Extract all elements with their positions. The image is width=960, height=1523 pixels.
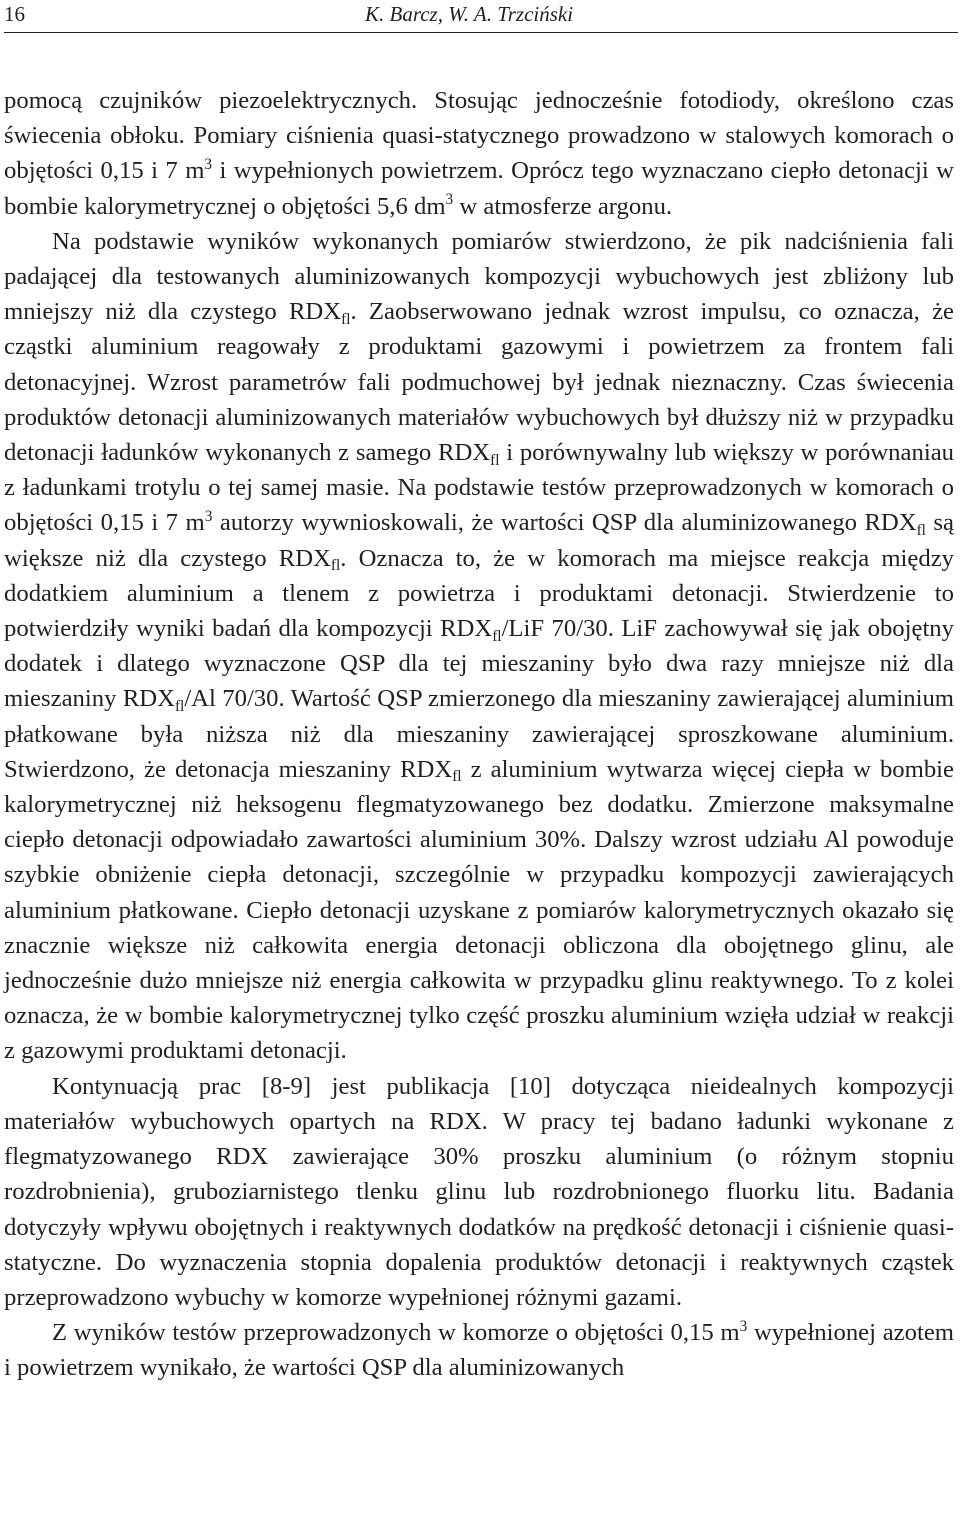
running-header <box>4 0 958 33</box>
body-text <box>4 83 954 1386</box>
text-run: wypełnionej azotem i powietrzem wynikało, że wartości QSP dla aluminizowanych <box>4 1319 954 1382</box>
text-run: /LiF 70/30. LiF zachowywał się jak obojętny dodatek i dlatego wyznaczone QSP dla tej mieszaniny było dwa razy mniejsze niż dla mieszaniny RDX <box>4 615 954 713</box>
text-run: autorzy wywnioskowali, że wartości QSP dla aluminizowanego RDX <box>212 509 917 537</box>
subscript: fl <box>492 627 502 645</box>
text-run: Na podstawie wyników wykonanych pomiarów stwierdzono, że pik nadciśnienia fali padającej dla testowanych aluminizowanych kompozycji wybuchowych jest zbliżony lub mniejszy niż dla czystego RDX <box>4 227 954 326</box>
subscript: fl <box>490 451 500 469</box>
text-run: są większe niż dla czystego RDX <box>4 509 954 572</box>
superscript: 3 <box>445 191 454 209</box>
text-run: pomocą czujników piezoelektrycznych. Stosując jednocześnie fotodiody, określono czas świecenia obłoku. Pomiary ciśnienia quasi-statycznego prowadzono w stalowych komorach o objętości 0,15 i 7 m <box>4 87 954 185</box>
text-run: i porównywalny lub większy w porównaniau z ładunkami trotylu o tej samej masie. Na podstawie testów przeprowadzonych w komorach o objętości 0,15 i 7 m <box>4 439 954 537</box>
text-run: Z wyników testów przeprowadzonych w komorze o objętości 0,15 m <box>52 1319 740 1347</box>
superscript: 3 <box>204 156 213 174</box>
text-run: . Oznacza to, że w komorach ma miejsce reakcja między dodatkiem aluminium a tlenem z powietrza i produktami detonacji. Stwierdzenie to potwierdziły wyniki badań dla kompozycji RDX <box>4 544 954 643</box>
subscript: fl <box>452 768 462 786</box>
subscript: fl <box>174 698 185 716</box>
superscript: 3 <box>204 508 213 526</box>
text-run: /Al 70/30. Wartość QSP zmierzonego dla mieszaniny zawierającej aluminium płatkowane była niższa niż dla mieszaniny zawierającej sproszkowane aluminium. Stwierdzono, że detonacja mieszaniny RDX <box>4 685 954 783</box>
paragraph-4 <box>4 1315 954 1385</box>
superscript: 3 <box>739 1317 748 1335</box>
subscript: fl <box>916 522 926 540</box>
text-run: . Zaobserwowano jednak wzrost impulsu, co oznacza, że cząstki aluminium reagowały z produktami gazowymi i powietrzem za frontem fali detonacyjnej. Wzrost parametrów fali podmuchowej był jednak nieznaczny. Czas świecenia produktów detonacji aluminizowanych materiałów wybuchowych był dłuższy niż w przypadku detonacji ładunków wykonanych z samego RDX <box>4 298 954 467</box>
text-run: i wypełnionych powietrzem. Oprócz tego wyznaczano ciepło detonacji w bombie kalorymetrycznej o objętości 5,6 dm <box>4 157 954 220</box>
text-run: z aluminium wytwarza więcej ciepła w bombie kalorymetrycznej niż heksogenu flegmatyzowanego bez dodatku. Zmierzone maksymalne ciepło detonacji odpowiadało zawartości aluminium 30%. Dalszy wzrost udziału Al powoduje szybkie obniżenie ciepła detonacji, szczególnie w przypadku kompozycji zawierających aluminium płatkowane. Ciepło detonacji uzyskane z pomiarów kalorymetrycznych okazało się znacznie większe niż całkowita energia detonacji obliczona dla obojętnego glinu, ale jednocześnie dużo mniejsze niż energia całkowita w przypadku glinu reaktywnego. To z kolei oznacza, że w bombie kalorymetrycznej tylko część proszku aluminium wzięła udział w reakcji z gazowymi produktami detonacji. <box>4 755 954 1065</box>
subscript: fl <box>341 310 351 328</box>
page-number: 16 <box>4 2 25 26</box>
paragraph-2 <box>4 224 954 1069</box>
subscript: fl <box>330 557 341 575</box>
running-header-authors: K. Barcz, W. A. Trzciński <box>365 2 574 26</box>
paragraph-3: Kontynuacją prac [8-9] jest publikacja [10] dotycząca nieidealnych kompozycji materiałów wybuchowych opartych na RDX. W pracy tej badano ładunki wykonane z flegmatyzowanego RDX zawierające 30% proszku aluminium (o różnym stopniu rozdrobnienia), gruboziarnistego tlenku glinu lub rozdrobnionego fluorku litu. Badania dotyczyły wpływu obojętnych i reaktywnych dodatków na prędkość detonacji i ciśnienie quasi-statyczne. Do wyznaczenia stopnia dopalenia produktów detonacji i reaktywnych cząstek przeprowadzono wybuchy w komorze wypełnionej różnymi gazami. <box>4 1072 954 1311</box>
text-run: w atmosferze argonu. <box>453 192 673 220</box>
paragraph-1 <box>4 83 954 224</box>
